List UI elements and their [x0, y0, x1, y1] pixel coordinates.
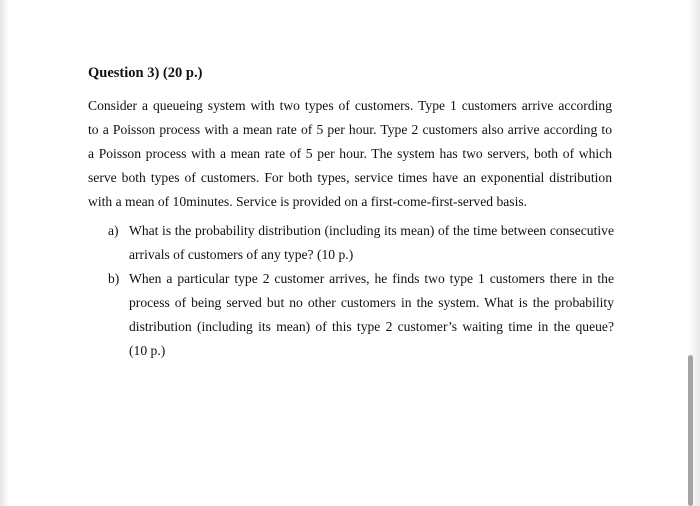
question-title: Question 3) (20 p.): [88, 65, 203, 81]
paragraph-line: serve both types of customers. For both types, service times have an exponential distribution: [88, 170, 612, 185]
question-part-a: [108, 219, 614, 267]
question-parts-list: [108, 219, 614, 363]
part-line: What is the probability distribution (including its mean) of the time between consecutive: [129, 223, 614, 238]
part-line: distribution (including its mean) of this type 2 customer’s waiting time in the queue?: [129, 319, 614, 334]
paragraph-line: with a mean of 10minutes. Service is provided on a first-come-first-served basis.: [88, 194, 528, 209]
paragraph-line: to a Poisson process with a mean rate of 5 per hour. Type 2 customers also arrive according to: [88, 122, 612, 137]
part-line: process of being served but no other customers in the system. What is the probability: [129, 295, 614, 310]
part-line: (10 p.): [129, 343, 166, 358]
part-line: When a particular type 2 customer arrives, he finds two type 1 customers there in the: [129, 271, 614, 286]
part-marker: a): [108, 223, 119, 238]
part-marker: b): [108, 271, 120, 286]
page-left-shadow: [0, 0, 9, 506]
question-paragraph: [88, 94, 612, 214]
vertical-scrollbar-thumb[interactable]: [688, 355, 693, 506]
part-line: arrivals of customers of any type? (10 p.): [129, 247, 354, 262]
paragraph-line: a Poisson process with a mean rate of 5 per hour. The system has two servers, both of which: [88, 146, 612, 161]
paragraph-line: Consider a queueing system with two types of customers. Type 1 customers arrive according: [88, 98, 612, 113]
question-part-b: [108, 267, 614, 363]
